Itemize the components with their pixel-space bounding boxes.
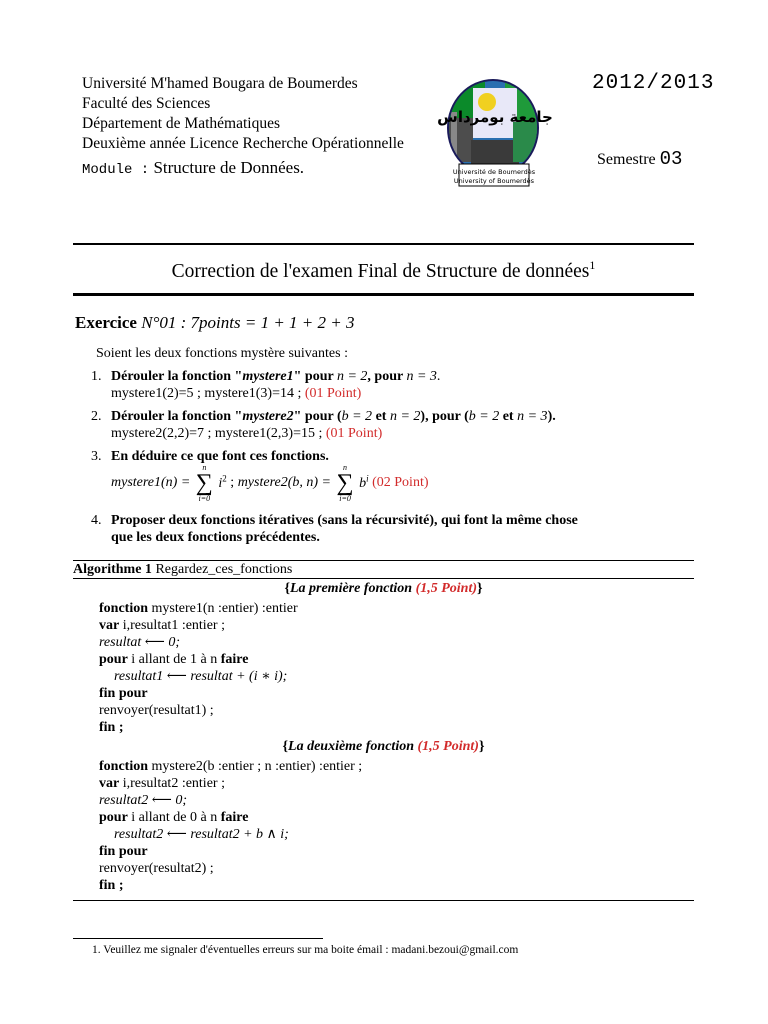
comment-2-text: La deuxième fonction <box>288 739 415 754</box>
question-3-text: En déduire ce que font ces fonctions. <box>111 449 329 464</box>
algo-line: fin ; <box>99 720 124 735</box>
question-4-line-1: Proposer deux fonctions itératives (sans la récursivité), qui font la même chose <box>111 513 578 528</box>
page-title-text: Correction de l'examen Final de Structure de données <box>171 261 590 282</box>
question-2-b2-second: b = 2 <box>468 409 500 424</box>
sum-2-exponent: i <box>366 473 369 484</box>
question-2-answer-text: mystere2(2,2)=7 ; mystere1(2,3)=15 ; <box>111 426 323 441</box>
formula-mystere1: mystere1(n) = <box>111 475 191 490</box>
question-2-text: Dérouler la fonction " <box>111 409 243 424</box>
footnote: 1. Veuillez me signaler d'éventuelles erreurs sur ma boite émail : madani.bezoui@gmail.com <box>92 944 519 956</box>
page-title <box>73 258 694 283</box>
module-label: Module : <box>82 162 150 178</box>
exercise-heading <box>75 313 354 333</box>
question-1-function: mystere1 <box>242 369 294 384</box>
question-4 <box>91 512 701 546</box>
question-2-function: mystere2 <box>242 409 294 424</box>
academic-year: 2012/2013 <box>592 72 715 95</box>
comment-1-open: { <box>284 581 290 596</box>
module-line <box>82 158 422 180</box>
question-2 <box>91 408 701 442</box>
title-bottom-rule <box>73 293 694 296</box>
algo-text: mystere1(n :entier) :entier <box>148 601 298 616</box>
algo-line <box>99 651 248 668</box>
exercise-intro: Soient les deux fonctions mystère suivantes : <box>96 346 348 361</box>
formula-mystere2: mystere2(b, n) = <box>237 475 331 490</box>
exercise-label: Exercice <box>75 313 137 332</box>
keyword-faire: faire <box>220 810 249 825</box>
question-4-number: 4. <box>91 513 102 528</box>
semester <box>597 148 682 170</box>
sum-1-lower: i=0 <box>198 494 211 503</box>
keyword-fonction: fonction <box>99 759 148 774</box>
algo-line: fin pour <box>99 686 148 701</box>
question-1-period: . <box>436 369 441 384</box>
sum-symbol-2: n ∑ i=0 <box>336 463 354 503</box>
algo-line <box>99 809 248 826</box>
keyword-var: var <box>99 618 120 633</box>
question-3-formula <box>111 463 429 507</box>
question-3-points: (02 Point) <box>372 475 429 490</box>
algo-text: i allant de 0 à n <box>127 810 221 825</box>
formula-separator: ; <box>226 475 238 490</box>
semester-label: Semestre <box>597 151 656 168</box>
question-1 <box>91 368 701 402</box>
comment-1-close: } <box>477 581 483 596</box>
question-2-end: ). <box>547 409 556 424</box>
comment-1-text: La première fonction <box>289 581 413 596</box>
question-4-line-2: que les deux fonctions précédentes. <box>111 530 320 545</box>
logo-english-text: University of Boumerdès <box>453 177 535 185</box>
question-1-text: Dérouler la fonction " <box>111 369 243 384</box>
question-2-points: (01 Point) <box>325 426 383 441</box>
header-institution <box>82 74 422 180</box>
algo-bottom-rule <box>73 900 694 901</box>
comment-2-points: (1,5 Point) <box>417 739 479 754</box>
algorithm-caption <box>73 562 292 578</box>
question-2-n2: n = 2 <box>389 409 421 424</box>
keyword-var: var <box>99 776 120 791</box>
title-top-rule <box>73 243 694 245</box>
sum-1-exponent: 2 <box>222 473 227 484</box>
university-logo <box>435 78 555 196</box>
algo-line: fin ; <box>99 878 124 893</box>
university-name: Université M'hamed Bougara de Boumerdes <box>82 75 358 92</box>
footnote-rule <box>73 938 323 939</box>
question-2-n3: n = 3 <box>517 409 548 424</box>
algo-line <box>99 775 225 792</box>
question-1-points: (01 Point) <box>304 386 362 401</box>
algo-line <box>99 617 225 634</box>
question-1-answer <box>91 385 701 402</box>
question-2-number: 2. <box>91 409 102 424</box>
algo-line: resultat1 ⟵ resultat + (i ∗ i); <box>114 669 288 684</box>
faculty-name: Faculté des Sciences <box>82 95 211 112</box>
sum-1-term: i <box>218 476 223 492</box>
sum-symbol-1: n ∑ i=0 <box>195 463 213 503</box>
comment-first-function <box>73 581 694 597</box>
algo-text: i,resultat2 :entier ; <box>119 776 225 791</box>
keyword-pour: pour <box>99 810 128 825</box>
title-footnote-mark: 1 <box>589 258 596 272</box>
program-name: Deuxième année Licence Recherche Opérationnelle <box>82 135 404 152</box>
algo-line: fin pour <box>99 844 148 859</box>
sum-2-term: b <box>359 476 367 492</box>
semester-number: 03 <box>659 148 683 170</box>
module-name: Structure de Données. <box>153 158 305 177</box>
question-2-and-2: et <box>499 409 518 424</box>
algo-text: i allant de 1 à n <box>127 652 221 667</box>
sum-1-upper: n <box>202 463 207 472</box>
sum-2-lower: i=0 <box>339 494 351 503</box>
algo-text: mystere2(b :entier ; n :entier) :entier ; <box>148 759 363 774</box>
algo-text: i,resultat1 :entier ; <box>119 618 225 633</box>
question-3-number: 3. <box>91 449 102 464</box>
algo-line: renvoyer(resultat2) ; <box>99 861 214 876</box>
algo-header-rule <box>73 578 694 579</box>
comment-2-open: { <box>282 739 289 754</box>
question-1-n2: n = 2 <box>336 369 368 384</box>
comment-second-function <box>73 739 694 755</box>
comment-1-points: (1,5 Point) <box>415 581 478 596</box>
algo-line: resultat2 ⟵ resultat2 + b ∧ i; <box>114 827 289 842</box>
question-2-and-1: et <box>372 409 390 424</box>
question-2-b2: b = 2 <box>341 409 373 424</box>
question-2-answer <box>91 425 701 442</box>
exercise-number: N°01 : 7points = 1 + 1 + 2 + 3 <box>141 313 355 332</box>
comment-2-close: } <box>478 739 485 754</box>
algorithm-label: Algorithme 1 <box>73 562 152 577</box>
question-1-answer-text: mystere1(2)=5 ; mystere1(3)=14 ; <box>111 386 302 401</box>
question-2-text-b: " pour ( <box>293 409 342 424</box>
keyword-fonction: fonction <box>99 601 148 616</box>
question-2-text-f: ), pour ( <box>420 409 469 424</box>
algo-line <box>99 758 362 775</box>
keyword-faire: faire <box>220 652 249 667</box>
algo-line: resultat ⟵ 0; <box>99 635 180 650</box>
logo-arabic-text: جامعة بومرداس <box>437 108 553 126</box>
algo-top-rule <box>73 560 694 561</box>
sum-2-upper: n <box>343 463 348 472</box>
logo-french-text: Université de Boumerdès <box>452 168 536 176</box>
question-1-number: 1. <box>91 369 102 384</box>
algo-line <box>99 600 298 617</box>
question-1-text-d: , pour <box>367 369 407 384</box>
algo-line: resultat2 ⟵ 0; <box>99 793 187 808</box>
algorithm-caption-text: Regardez_ces_fonctions <box>155 562 293 577</box>
question-1-n3: n = 3 <box>406 369 437 384</box>
keyword-pour: pour <box>99 652 128 667</box>
algo-line: renvoyer(resultat1) ; <box>99 703 214 718</box>
question-1-text-b: " pour <box>293 369 337 384</box>
department-name: Département de Mathématiques <box>82 115 280 132</box>
